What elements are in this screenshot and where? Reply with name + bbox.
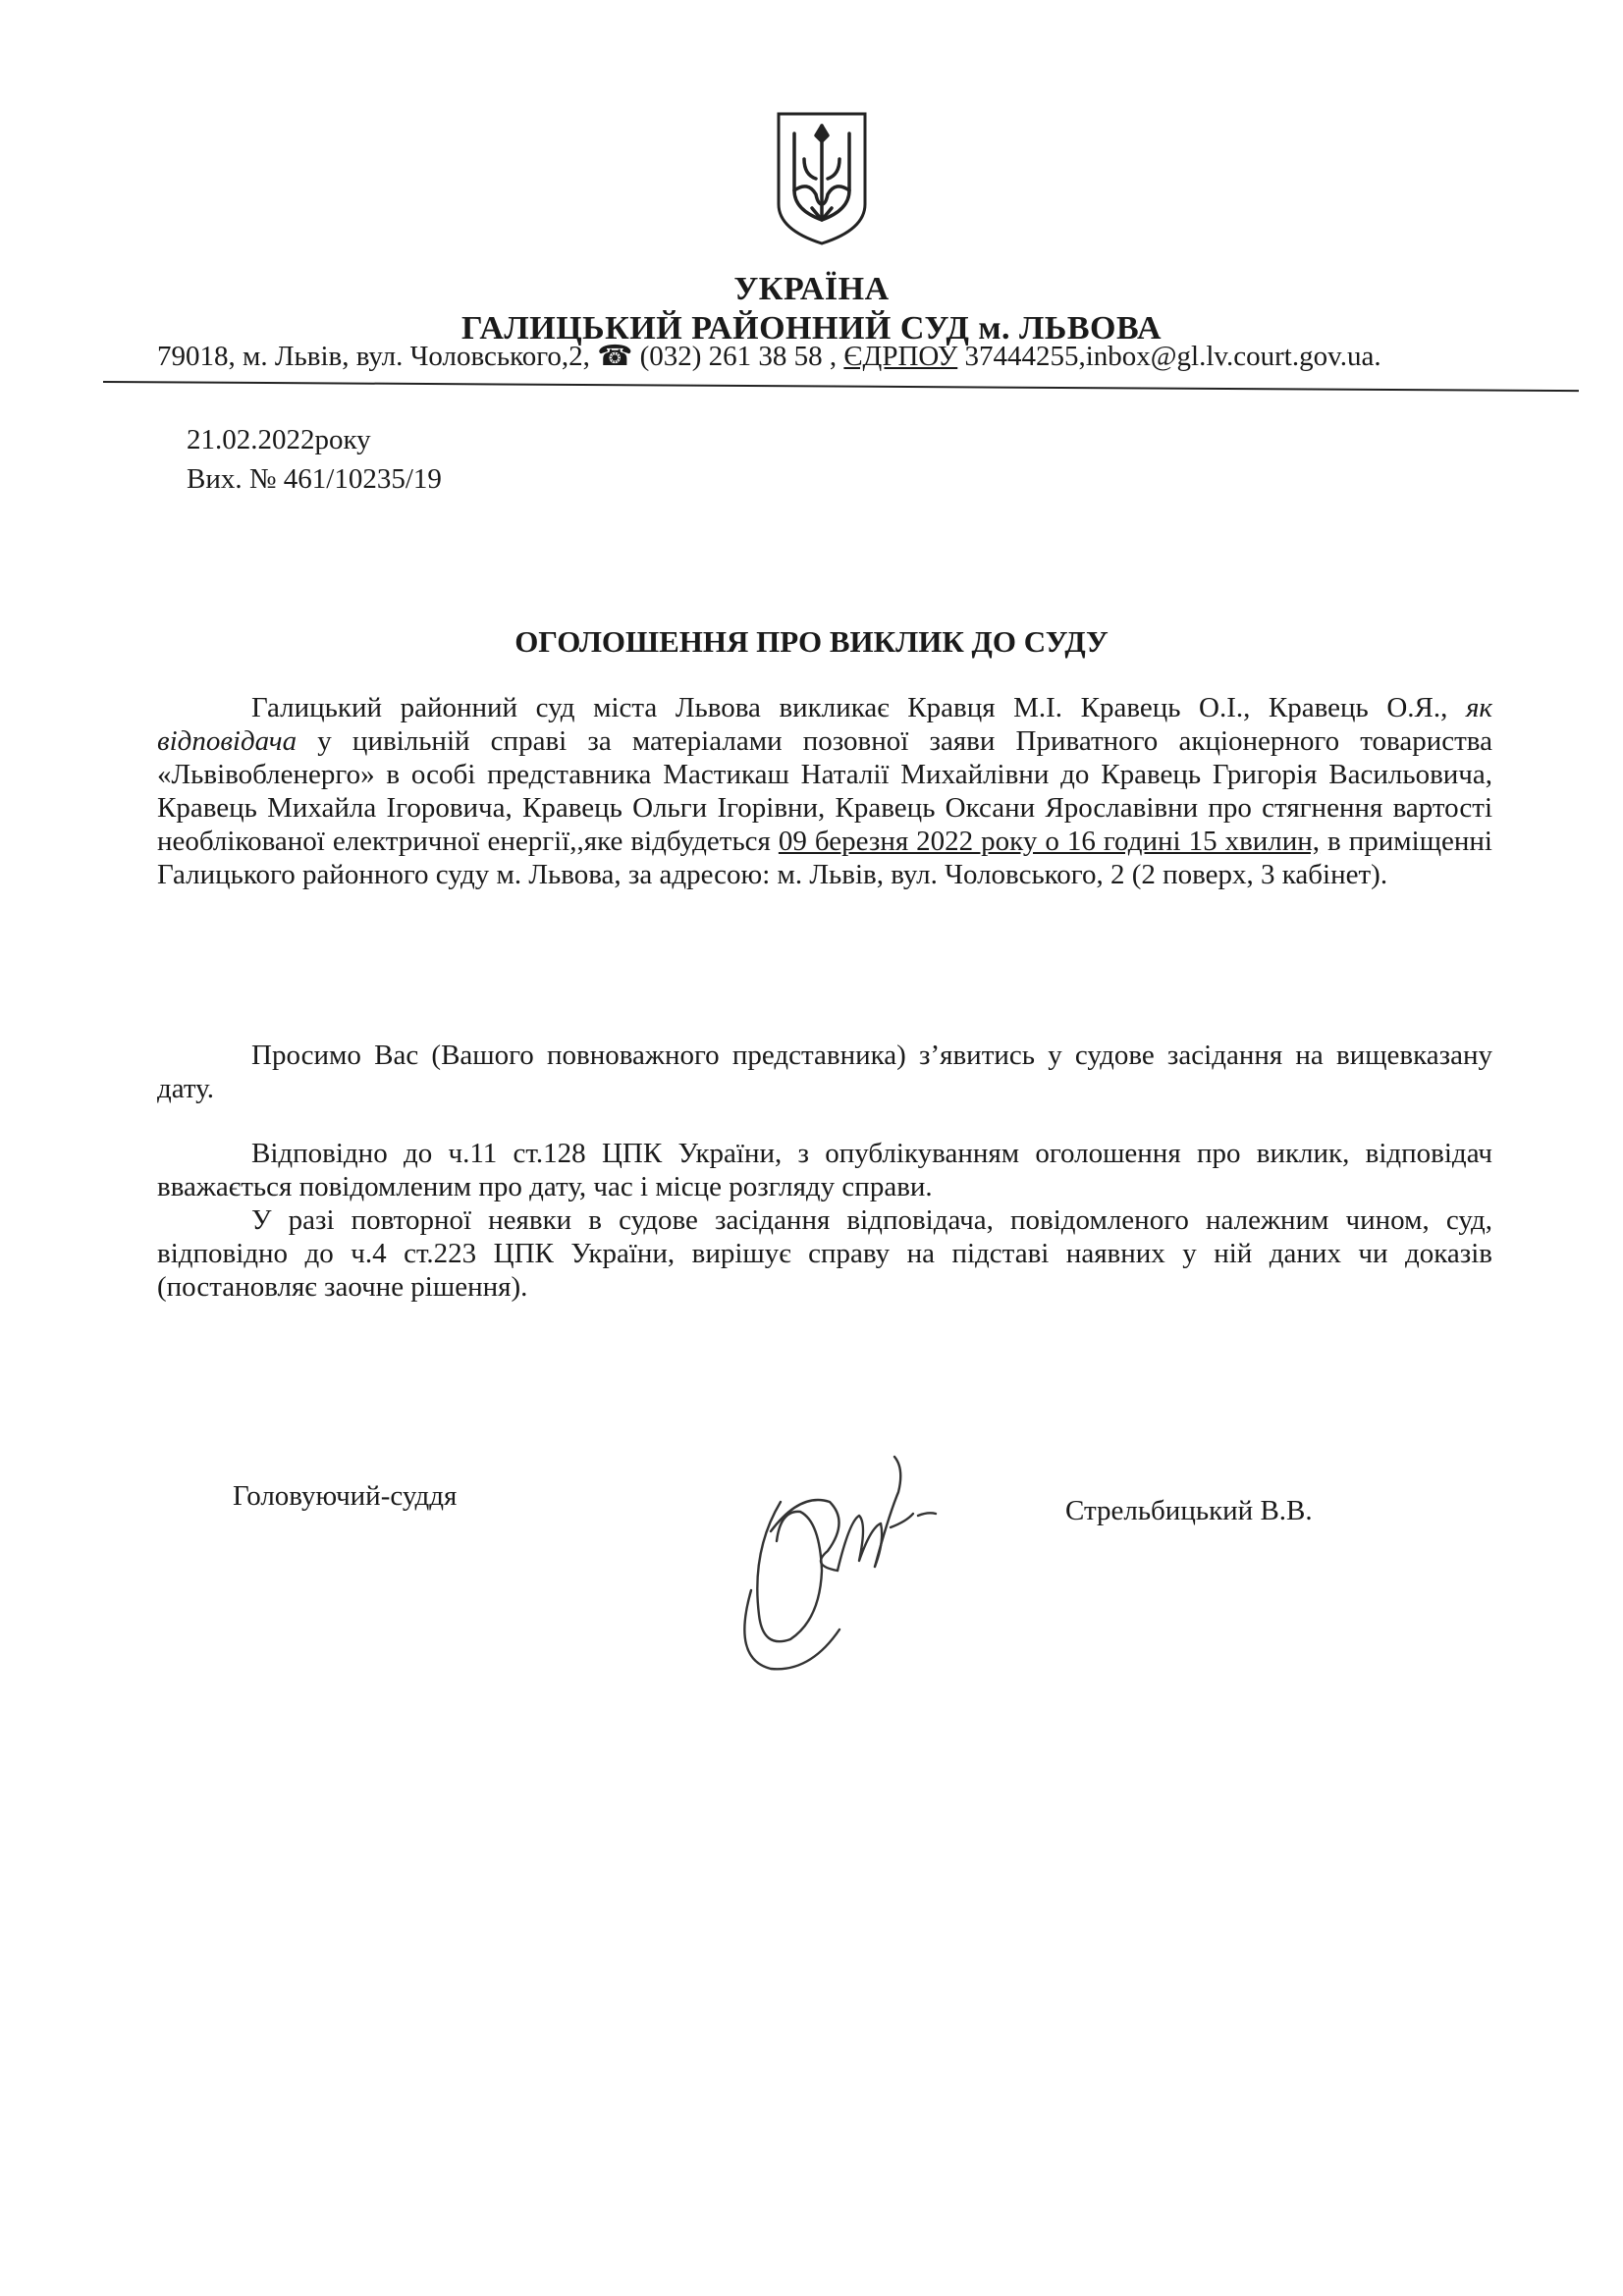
summons-text-start: Галицький районний суд міста Львова викликає Кравця М.І. Кравець О.І., Кравець О.Я., xyxy=(251,692,1466,723)
judge-role: Головуючий-суддя xyxy=(233,1480,458,1512)
notice-paragraph-request: Просимо Вас (Вашого повноважного представника) з’явитись у судове засідання на вищевказану дату. xyxy=(157,1040,1492,1104)
court-address: 79018, м. Львів, вул. Чоловського,2, xyxy=(157,341,598,372)
outgoing-number: Вих. № 461/10235/19 xyxy=(187,463,442,495)
coat-of-arms-icon xyxy=(773,110,871,247)
court-phone: (032) 261 38 58 , xyxy=(639,341,844,372)
handwritten-signature xyxy=(712,1433,938,1674)
country-heading: УКРАЇНА xyxy=(733,271,890,307)
summons-text-middle: у цивільній справі за матеріалами позовної заяви Приватного акціонерного товариства «Львівобленерго» в особі представника Мастикаш Наталії Михайлівни до Кравець Григорія Васильовича, Кравець Михайла Ігоровича, Кравець Ольги Ігорівни, Кравець Оксани Ярославівни про стягнення вартості необлікованої електричної енергії,,яке відбудеться xyxy=(157,725,1492,857)
court-edrpou-email: 37444255,inbox@gl.lv.court.gov.ua. xyxy=(964,341,1381,372)
judge-name: Стрельбицький В.В. xyxy=(1065,1495,1313,1526)
notice-paragraph-legal-basis: Відповідно до ч.11 ст.128 ЦПК України, з опублікуванням оголошення про виклик, відповідач вважається повідомленим про дату, час і місце розгляду справи. xyxy=(157,1138,1492,1202)
edrpou-label: ЄДРПОУ xyxy=(843,341,958,372)
court-contacts xyxy=(157,339,1381,374)
notice-paragraph-consequences: У разі повторної неявки в судове засідання відповідача, повідомленого належним чином, суд, відповідно до ч.4 ст.223 ЦПК України, вирішує справу на підставі наявних у ній даних чи доказів (постановляє заочне рішення). xyxy=(157,1204,1492,1303)
court-heading: ГАЛИЦЬКИЙ РАЙОННИЙ СУД м. ЛЬВОВА xyxy=(460,310,1163,347)
hearing-datetime: 09 березня 2022 року о 16 годині 15 хвилин, xyxy=(778,826,1321,857)
document-date: 21.02.2022року xyxy=(187,424,371,455)
summons-text-end: в приміщенні Галицького районного суду м. Львова, за адресою: м. Львів, вул. Чоловського, 2 (2 поверх, 3 кабінет). xyxy=(157,826,1492,890)
notice-paragraph-summons xyxy=(157,691,1492,891)
phone-icon: ☎ xyxy=(597,341,633,372)
notice-title: ОГОЛОШЕННЯ ПРО ВИКЛИК ДО СУДУ xyxy=(514,624,1109,659)
header-divider xyxy=(103,381,1579,392)
defendant-role: як відповідача xyxy=(157,692,1492,757)
